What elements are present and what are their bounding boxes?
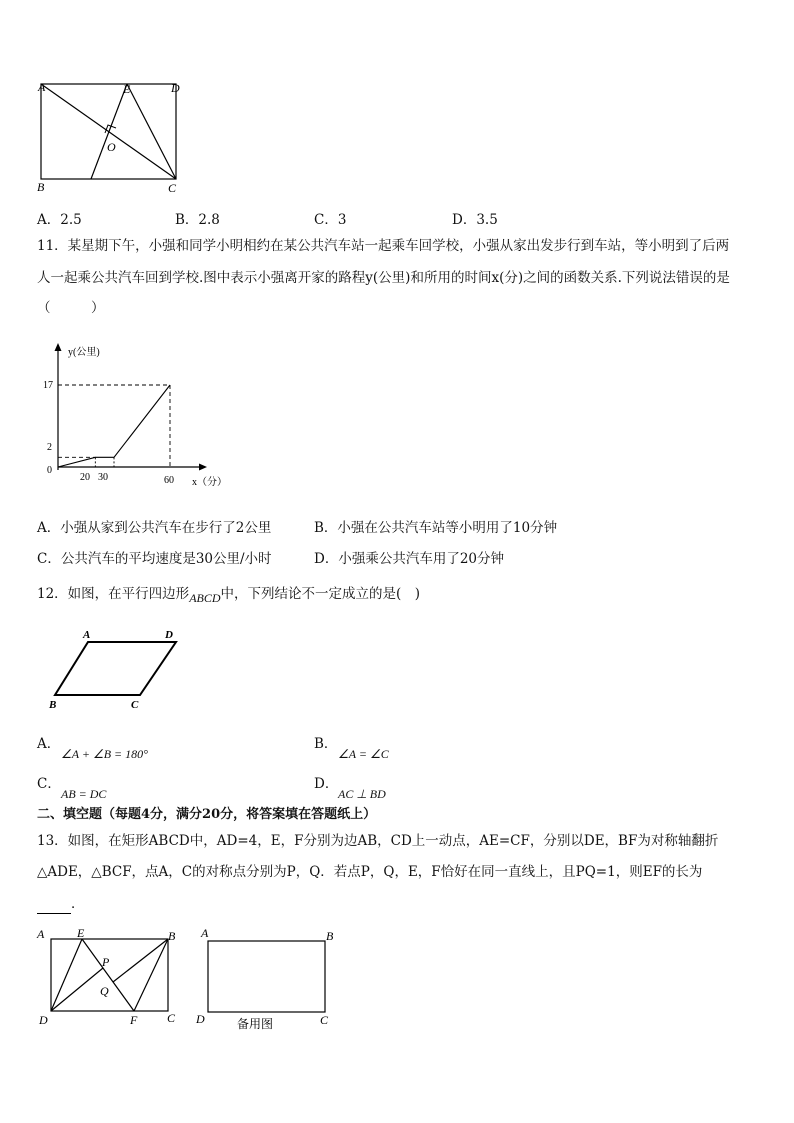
- q12-option-d-math: AC ⊥ BD: [338, 787, 386, 801]
- q10-segment-e-bottom: [91, 84, 127, 179]
- q12-option-a: [37, 732, 148, 768]
- q11-x-tick-30: 30: [98, 472, 108, 483]
- q13-spare-label-b: B: [326, 929, 334, 943]
- q11-graph: [30, 340, 250, 495]
- q13-label-c: C: [167, 1011, 176, 1025]
- q13-label-q: Q: [100, 984, 109, 998]
- q11-option-b: B．小强在公共汽车站等小明用了10分钟: [314, 520, 558, 536]
- q10-option-b: B．2.8: [175, 212, 220, 228]
- q12-parallelogram: [55, 642, 176, 695]
- q11-y-tick-2: 2: [47, 442, 52, 453]
- q12-option-c-math: AB = DC: [61, 787, 107, 801]
- q12-option-d: [314, 772, 386, 808]
- q11-stem-line3: （ ）: [37, 300, 105, 316]
- q13-figure-spare: [194, 924, 344, 1034]
- q13-spare-label-d: D: [196, 1012, 205, 1026]
- q11-x-tick-20: 20: [80, 472, 90, 483]
- q13-stem-line2: △ADE，△BCF，点A，C的对称点分别为P，Q．若点P，Q，E，F恰好在同一直线上，且PQ=1，则EF的长为: [37, 864, 703, 880]
- q12-option-b: [314, 732, 389, 768]
- q11-y-label: y(公里): [68, 347, 100, 358]
- q11-option-a: A．小强从家到公共汽车在步行了2公里: [37, 520, 272, 536]
- q12-option-c: [37, 772, 107, 808]
- q13-segment-ef: [82, 939, 134, 1011]
- q11-stem-line1: 11．某星期下午，小强和同学小明相约在某公共汽车站一起乘车回学校，小强从家出发步行到车站，等小明到了后两: [37, 238, 730, 254]
- q12-option-a-letter: A．: [37, 736, 61, 752]
- q11-y-tick-0: 0: [47, 465, 52, 476]
- q11-option-c: C．公共汽车的平均速度是30公里/小时: [37, 551, 272, 567]
- q11-y-axis-arrow: [55, 343, 62, 351]
- q10-option-c: C．3: [314, 212, 347, 228]
- q10-segment-ec: [127, 84, 176, 179]
- q10-label-d: D: [171, 81, 180, 95]
- q12-option-b-math: ∠A = ∠C: [338, 747, 389, 761]
- q10-label-b: B: [37, 180, 45, 194]
- q13-label-b: B: [168, 929, 176, 943]
- q12-stem-pre: 12．如图，在平行四边形: [37, 586, 190, 602]
- q13-figure-main: [34, 924, 184, 1032]
- q13-stem-line1: 13．如图，在矩形ABCD中，AD=4，E，F分别为边AB，CD上一动点，AE=CF，分别以DE，BF为对称轴翻折: [37, 833, 719, 849]
- q13-spare-label-a: A: [201, 926, 209, 940]
- q13-label-d: D: [39, 1013, 48, 1027]
- q13-label-p: P: [102, 955, 110, 969]
- q13-label-f: F: [130, 1013, 138, 1027]
- q12-label-d: D: [165, 629, 173, 641]
- section2-header: 二、填空题（每题4分，满分20分，将答案填在答题纸上）: [37, 807, 377, 822]
- q11-data-line: [58, 385, 170, 467]
- q11-stem-line2: 人一起乘公共汽车回到学校.图中表示小强离开家的路程y(公里)和所用的时间x(分)之间的函数关系.下列说法错误的是: [37, 270, 730, 286]
- q13-answer-blank: [37, 893, 85, 914]
- q10-label-e: E: [123, 82, 131, 96]
- q12-option-b-letter: B．: [314, 736, 338, 752]
- q10-option-a: A．2.5: [37, 212, 82, 228]
- q12-stem-math: ABCD: [189, 591, 221, 605]
- q12-option-d-letter: D．: [314, 776, 339, 792]
- q12-stem: [37, 584, 420, 604]
- q12-label-b: B: [49, 699, 57, 711]
- q12-option-c-letter: C．: [37, 776, 61, 792]
- q10-label-c: C: [168, 181, 177, 195]
- q13-spare-label-c: C: [320, 1013, 329, 1027]
- q11-x-tick-60: 60: [164, 475, 174, 486]
- q13-spare-rectangle: [208, 941, 325, 1012]
- q12-stem-post: 中，下列结论不一定成立的是( ): [220, 586, 421, 602]
- q12-figure: [44, 624, 194, 716]
- q13-segment-bq: [113, 939, 168, 982]
- q13-spare-caption: 备用图: [237, 1017, 274, 1031]
- q13-label-a: A: [37, 927, 45, 941]
- q12-label-c: C: [131, 699, 139, 711]
- q11-option-d: D．小强乘公共汽车用了20分钟: [314, 551, 505, 567]
- q13-segment-dp: [51, 968, 103, 1011]
- q13-blank-end: ．: [71, 896, 85, 912]
- q10-label-o: O: [107, 140, 116, 154]
- q11-x-axis-arrow: [199, 464, 207, 471]
- q10-label-a: A: [38, 80, 46, 94]
- q13-segment-de: [51, 939, 82, 1011]
- q11-y-tick-17: 17: [43, 380, 53, 391]
- q13-blank-underline: [37, 898, 71, 914]
- q10-option-d: D．3.5: [452, 212, 498, 228]
- q10-figure: [34, 78, 194, 198]
- q13-label-e: E: [77, 926, 85, 940]
- q12-label-a: A: [83, 629, 91, 641]
- q12-option-a-math: ∠A + ∠B = 180°: [61, 747, 148, 761]
- q11-x-label: x（分）: [192, 477, 227, 488]
- q13-segment-bf: [134, 939, 168, 1011]
